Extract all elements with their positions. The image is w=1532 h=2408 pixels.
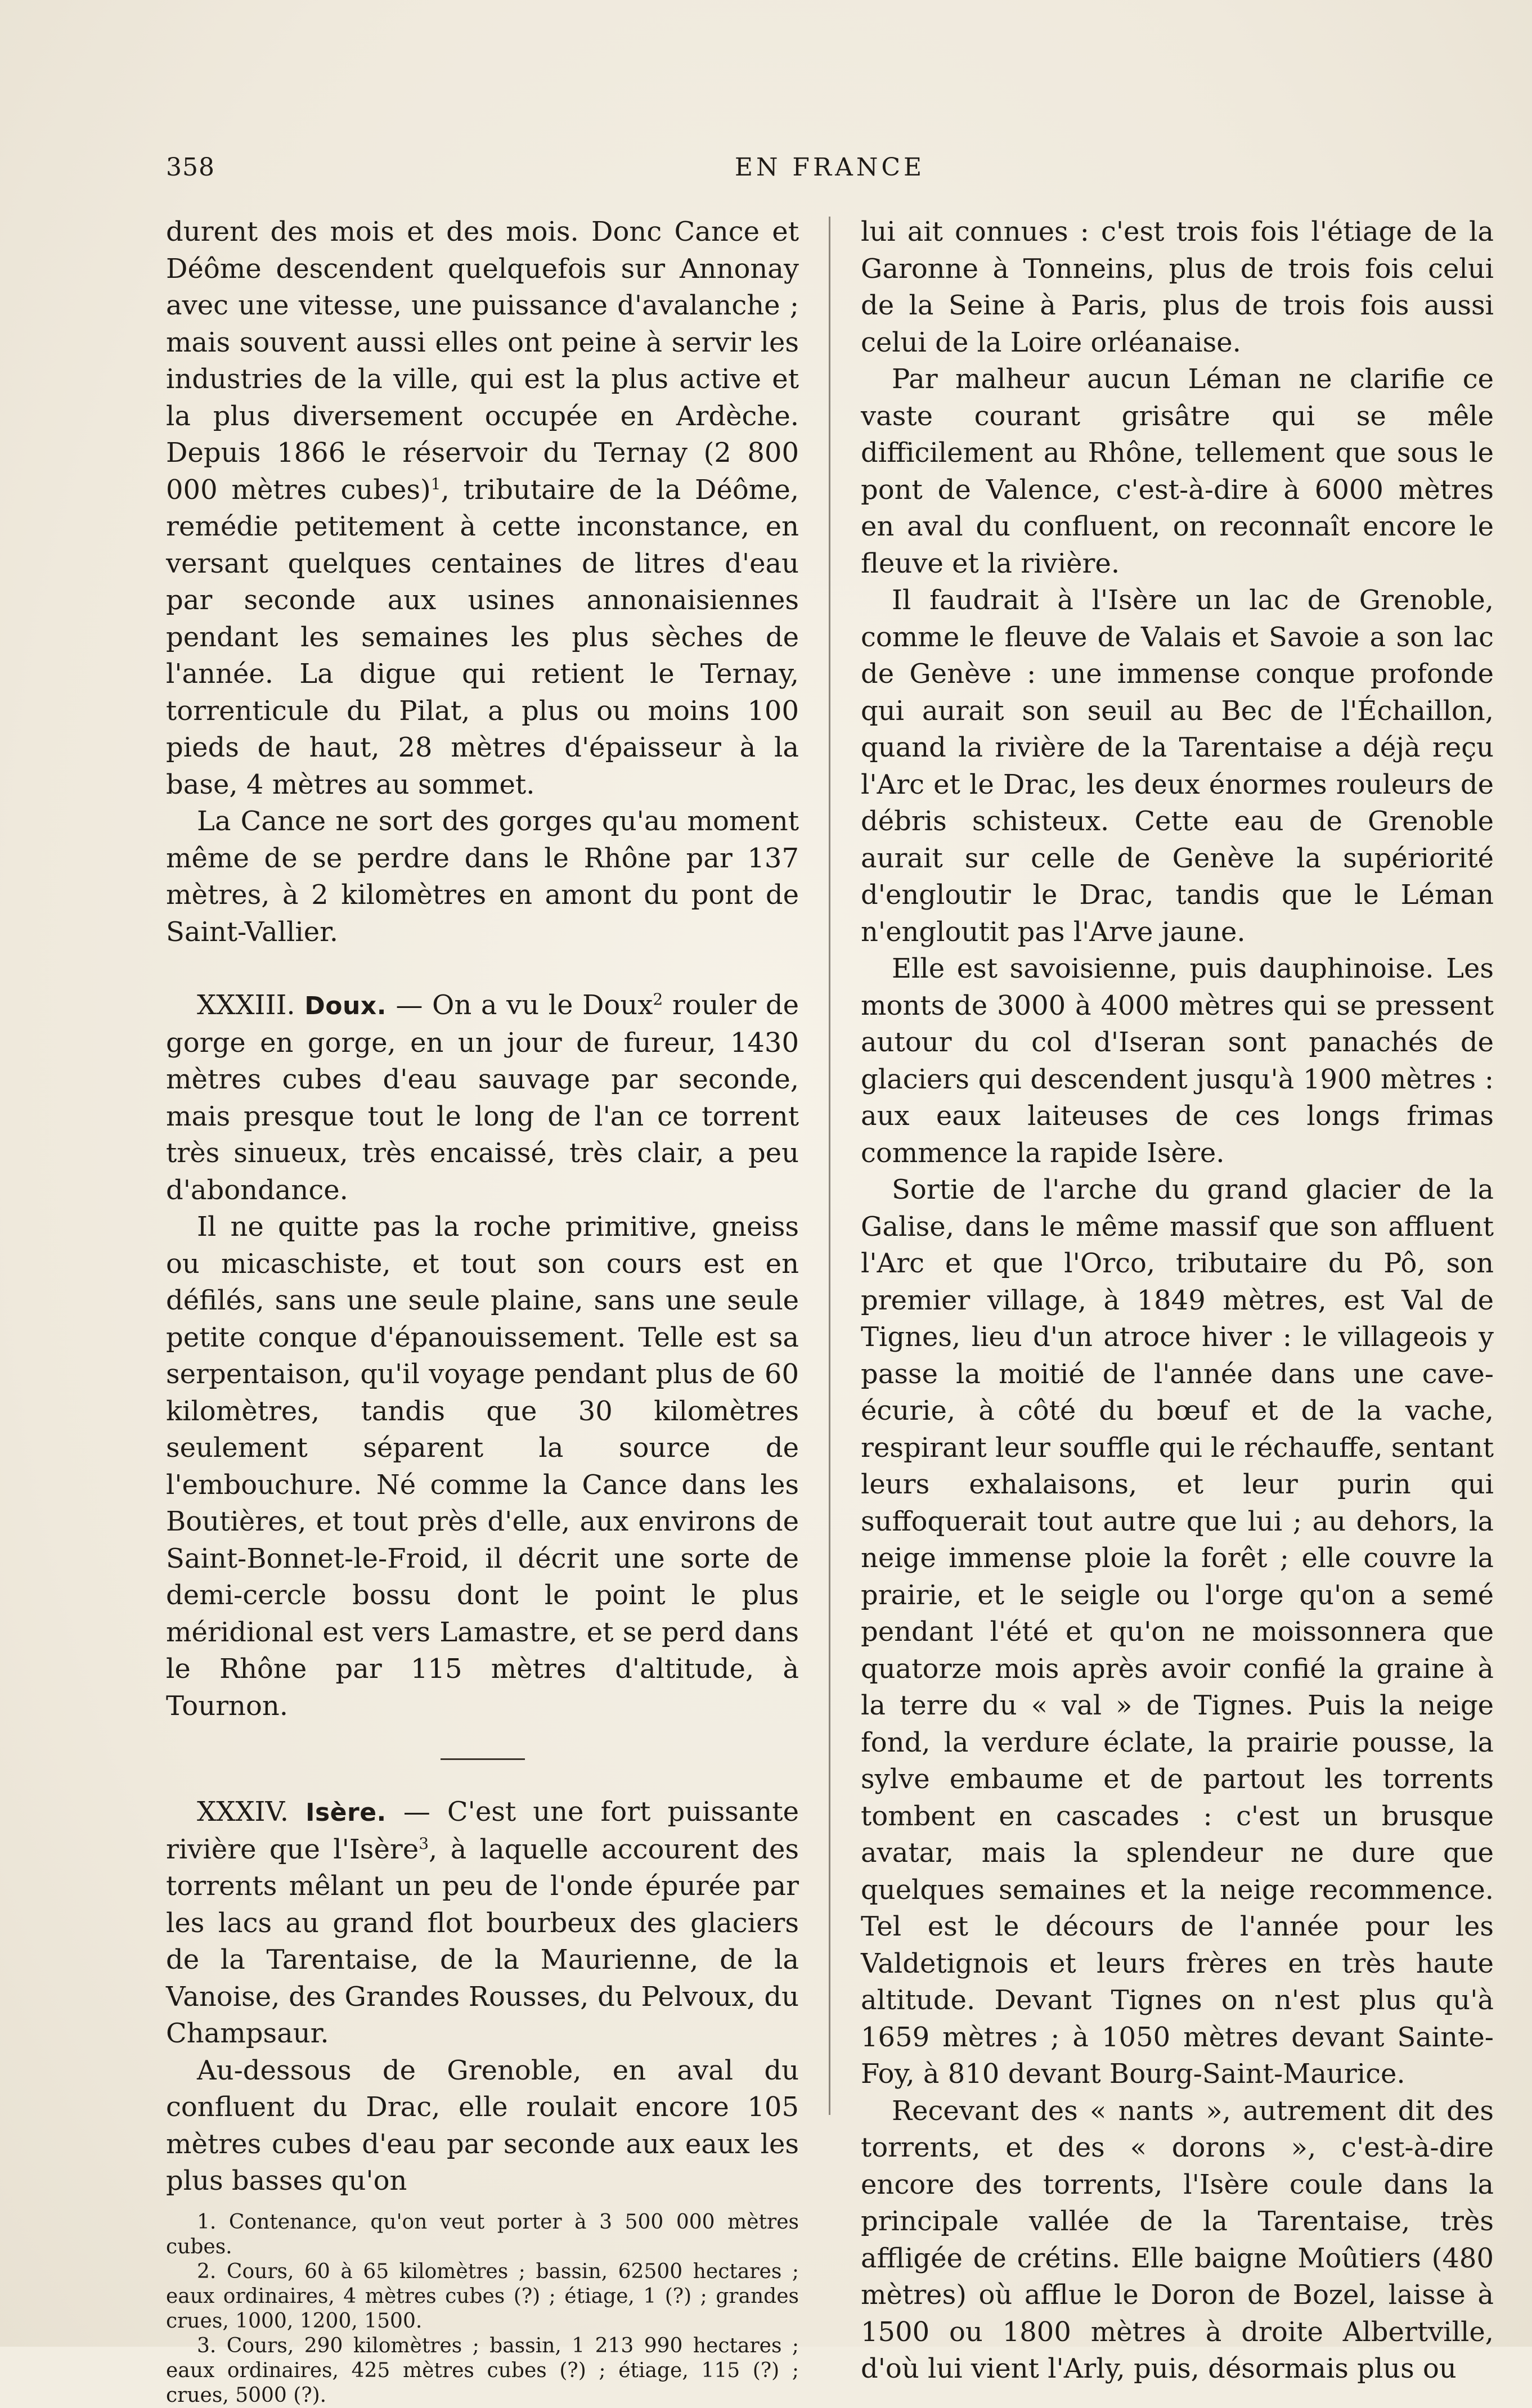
footnote-ref: 1 <box>430 474 441 493</box>
right-column <box>861 214 1494 2388</box>
paragraph: Au-dessous de Grenoble, en aval du confluent du Drac, elle roulait encore 105 mètres cubes d'eau par seconde aux eaux les plus basses qu'on <box>166 2054 799 2197</box>
section-rule <box>441 1758 525 1760</box>
paragraph: Sortie de l'arche du grand glacier de la Galise, dans le même massif que son affluent l'Arc et que l'Orco, tributaire du Pô, son premier village, à 1849 mètres, est Val de Tignes, lieu d'un atroce hiver : le villageois y passe la moitié de l'année dans une cave-écurie, à côté du bœuf et de la vache, respirant leur souffle qui le réchauffe, sentant leurs exhalaisons, et leur purin qui suffoquerait tout autre que lui ; au dehors, la neige immense ploie la forêt ; elle couvre la prairie, et le seigle ou l'orge qu'on a semé pendant l'été et qu'on ne moissonnera que quatorze mois après avoir confié la graine à la terre du « val » de Tignes. Puis la neige fond, la verdure éclate, la prairie pousse, la sylve embaume et de partout les torrents tombent en cascades : c'est un brusque avatar, mais la splendeur ne dure que quelques semaines et la neige recommence. Tel est le décours de l'année pour les Valdetignois et leurs frères en très haute altitude. Devant Tignes on n'est plus qu'à 1659 mètres ; à 1050 mètres devant Sainte-Foy, à 810 devant Bourg-Saint-Maurice. <box>861 1174 1494 2090</box>
paragraph: lui ait connues : c'est trois fois l'étiage de la Garonne à Tonneins, plus de trois fois celui de la Seine à Paris, plus de trois fois aussi celui de la Loire orléanaise. <box>861 216 1494 358</box>
section-title: Doux. <box>304 992 387 1020</box>
footnote-ref: 2 <box>653 990 663 1009</box>
section-isere: XXXIV. Isère. — C'est une fort puissante rivière que l'Isère$^3$, à laquelle accourent des torrents mêlant un peu de l'onde épurée par les lacs au grand flot bourbeux des glaciers de la Tarentaise, de la Maurienne, de la Vanoise, des Grandes Rousses, du Pelvoux, du Champsaur. <box>166 1796 799 2049</box>
running-head: EN FRANCE <box>734 153 926 182</box>
paragraph: Recevant des « nants », autrement dit des torrents, et des « dorons », c'est-à-dire encore des torrents, l'Isère coule dans la principale vallée de la Tarentaise, très affligée de crétins. Elle baigne Moûtiers (480 mètres) où afflue le Doron de Bozel, laisse à 1500 ou 1800 mètres à droite Albertville, d'où lui vient l'Arly, puis, désormais plus ou <box>861 2095 1494 2384</box>
paragraph: La Cance ne sort des gorges qu'au moment même de se perdre dans le Rhône par 137 mètres, à 2 kilomètres en amont du pont de Saint-Vallier. <box>166 805 799 948</box>
left-column <box>166 214 799 2408</box>
column-divider <box>829 217 830 2115</box>
section-number: XXXIV. <box>197 1796 289 1828</box>
footnote: 3. Cours, 290 kilomètres ; bassin, 1 213 990 hectares ; eaux ordinaires, 425 mètres cubes (?) ; étiage, 115 (?) ; crues, 5000 (?). <box>166 2334 799 2407</box>
paragraph: durent des mois et des mois. Donc Cance et Déôme descendent quelquefois sur Annonay avec une vitesse, une puissance d'avalanche ; mais souvent aussi elles ont peine à servir les industries de la ville, qui est la plus active et la plus diversement occupée en Ardèche. Depuis 1866 le réservoir du Ternay (2 800 000 mètres cubes)$^1$, tributaire de la Déôme, remédie petitement à cette inconstance, en versant quelques centaines de litres d'eau par seconde aux usines annonaisiennes pendant les semaines les plus sèches de l'année. La digue qui retient le Ternay, torrenticule du Pilat, a plus ou moins 100 pieds de haut, 28 mètres d'épaisseur à la base, 4 mètres au sommet. <box>166 216 799 800</box>
footnote: 2. Cours, 60 à 65 kilomètres ; bassin, 62500 hectares ; eaux ordinaires, 4 mètres cubes (?) ; étiage, 1 (?) ; grandes crues, 1000, 1200, 1500. <box>166 2260 799 2333</box>
paragraph: Elle est savoisienne, puis dauphinoise. Les monts de 3000 à 4000 mètres qui se pressent autour du col d'Iseran sont panachés de glaciers qui descendent jusqu'à 1900 mètres : aux eaux laiteuses de ces longs frimas commence la rapide Isère. <box>861 953 1494 1169</box>
footnotes <box>166 2210 799 2408</box>
page-number: 358 <box>166 153 215 182</box>
paragraph: Il faudrait à l'Isère un lac de Grenoble, comme le fleuve de Valais et Savoie a son lac de Genève : une immense conque profonde qui aurait son seuil au Bec de l'Échaillon, quand la rivière de la Tarentaise a déjà reçu l'Arc et le Drac, les deux énormes rouleurs de débris schisteux. Cette eau de Grenoble aurait sur celle de Genève la supériorité d'engloutir le Drac, tandis que le Léman n'engloutit pas l'Arve jaune. <box>861 584 1494 948</box>
section-doux: XXXIII. Doux. — On a vu le Doux$^2$ rouler de gorge en gorge, en un jour de fureur, 1430 mètres cubes d'eau sauvage par seconde, mais presque tout le long de l'an ce torrent très sinueux, très encaissé, très clair, a peu d'abondance. <box>166 989 799 1206</box>
paragraph: Par malheur aucun Léman ne clarifie ce vaste courant grisâtre qui se mêle difficilement au Rhône, tellement que sous le pont de Valence, c'est-à-dire à 6000 mètres en aval du confluent, on reconnaît encore le fleuve et la rivière. <box>861 363 1494 579</box>
section-number: XXXIII. <box>197 989 295 1021</box>
page-header <box>166 153 1494 192</box>
paragraph: Il ne quitte pas la roche primitive, gneiss ou micaschiste, et tout son cours est en défilés, sans une seule plaine, sans une seule petite conque d'épanouissement. Telle est sa serpentaison, qu'il voyage pendant plus de 60 kilomètres, tandis que 30 kilomètres seulement séparent la source de l'embouchure. Né comme la Cance dans les Boutières, et tout près d'elle, aux environs de Saint-Bonnet-le-Froid, il décrit une sorte de demi-cercle bossu dont le point le plus méridional est vers Lamastre, et se perd dans le Rhône par 115 mètres d'altitude, à Tournon. <box>166 1211 799 1722</box>
footnote-ref: 3 <box>419 1834 429 1853</box>
footnote: 1. Contenance, qu'on veut porter à 3 500 000 mètres cubes. <box>166 2210 799 2258</box>
section-gap <box>166 951 799 987</box>
section-title: Isère. <box>305 1798 387 1827</box>
